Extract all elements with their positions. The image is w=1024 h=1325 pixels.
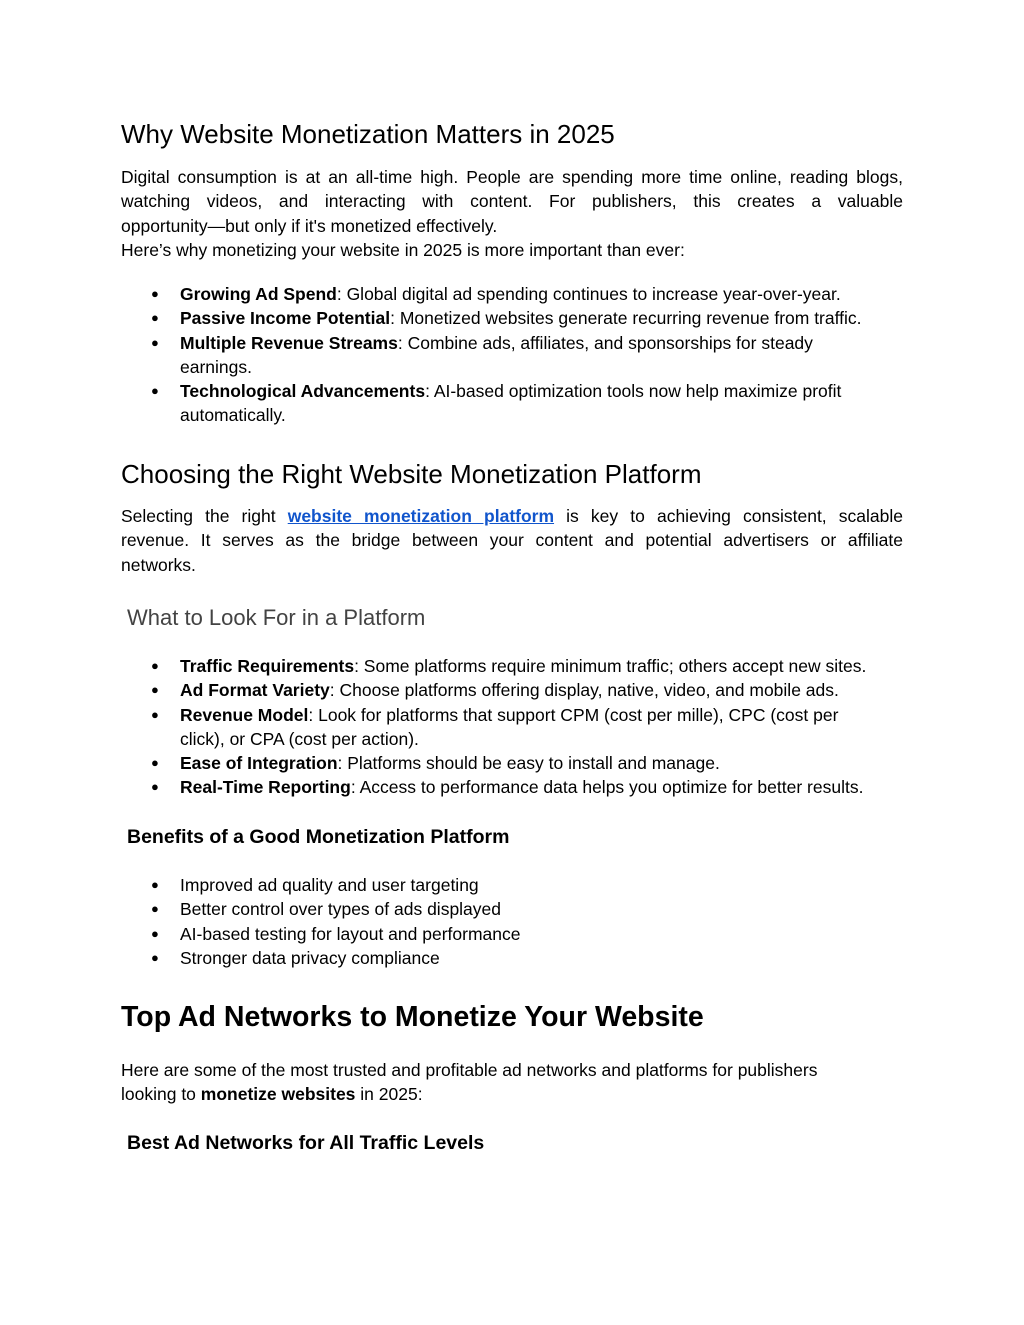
platform-line-3: networks. — [121, 554, 196, 575]
bullet-icon: ● — [151, 949, 159, 965]
bullet-icon: ● — [151, 286, 159, 301]
bullet-text: Stronger data privacy compliance — [180, 947, 440, 968]
intro-line-2: watching videos, and interacting with content. For publishers, this creates a valuable — [121, 191, 903, 212]
why-bullet-list — [121, 282, 903, 428]
intro-paragraph — [121, 165, 903, 262]
bullet-term: Real-Time Reporting — [180, 777, 351, 798]
list-item — [121, 306, 903, 330]
intro-line-3: opportunity—but only if it's monetized effectively. — [121, 215, 498, 236]
bullet-term: Growing Ad Spend — [180, 284, 337, 304]
list-item — [121, 922, 903, 946]
bullet-icon: ● — [151, 658, 159, 673]
list-item — [121, 873, 903, 897]
bullet-text: Improved ad quality and user targeting — [180, 875, 479, 895]
bullet-icon: ● — [151, 682, 159, 698]
criteria-bullet-list — [121, 654, 903, 800]
section-heading-top-ad-networks: Top Ad Networks to Monetize Your Website — [121, 1001, 704, 1033]
list-item — [121, 379, 903, 428]
bullet-term: Ad Format Variety — [180, 680, 330, 701]
benefits-bullet-list — [121, 873, 903, 970]
list-item — [121, 775, 903, 799]
bullet-term: Revenue Model — [180, 704, 309, 725]
bullet-icon: ● — [151, 383, 159, 399]
platform-line-2: revenue. It serves as the bridge between your content and potential advertisers or affiliate — [121, 530, 903, 551]
bullet-text: Better control over types of ads displayed — [180, 899, 502, 920]
list-item — [121, 678, 903, 702]
bullet-text: : Some platforms require minimum traffic; others accept new sites. — [354, 656, 867, 676]
platform-paragraph — [121, 504, 903, 577]
subheading-what-to-look-for: What to Look For in a Platform — [127, 605, 426, 630]
bullet-text: : Global digital ad spending continues to increase year-over-year. — [336, 284, 841, 304]
platform-text-before: Selecting the right — [121, 506, 288, 526]
bullet-term: Technological Advancements — [180, 381, 426, 402]
list-item — [121, 751, 903, 775]
bullet-icon: ● — [151, 779, 159, 795]
ad-networks-bold-text: monetize websites — [200, 1084, 356, 1105]
bullet-icon: ● — [151, 310, 159, 326]
list-item — [121, 703, 903, 752]
ad-networks-text-before: looking to — [121, 1084, 201, 1105]
list-item — [121, 654, 903, 678]
ad-networks-line-2 — [121, 1082, 903, 1106]
ad-networks-text-after: in 2025: — [355, 1084, 423, 1105]
bullet-icon: ● — [151, 901, 159, 917]
list-item — [121, 897, 903, 921]
bullet-icon: ● — [151, 925, 159, 941]
bullet-icon: ● — [151, 755, 159, 771]
list-item — [121, 946, 903, 970]
bullet-term: Ease of Integration — [180, 753, 338, 774]
subheading-best-ad-networks: Best Ad Networks for All Traffic Levels — [127, 1132, 485, 1154]
bullet-icon: ● — [151, 877, 159, 892]
intro-line-4: Here’s why monetizing your website in 2025 is more important than ever: — [121, 239, 685, 260]
platform-line-1 — [121, 504, 903, 528]
intro-line-1: Digital consumption is at an all-time high. People are spending more time online, reading blogs, — [121, 167, 903, 187]
bullet-term: Passive Income Potential — [180, 308, 391, 329]
website-monetization-platform-link[interactable]: website monetization platform — [287, 506, 555, 526]
platform-text-after: is key to achieving consistent, scalable — [554, 506, 903, 526]
ad-networks-paragraph — [121, 1058, 903, 1107]
ad-networks-line-1: Here are some of the most trusted and profitable ad networks and platforms for publishers — [121, 1060, 818, 1080]
bullet-icon: ● — [151, 706, 159, 722]
bullet-term: Multiple Revenue Streams — [180, 332, 398, 353]
list-item — [121, 331, 903, 380]
bullet-text: : Combine ads, affiliates, and sponsorships for steady earnings. — [180, 332, 813, 377]
bullet-text: : Look for platforms that support CPM (cost per mille), CPC (cost per click), or CPA (cost per action). — [180, 704, 839, 749]
bullet-icon: ● — [151, 334, 159, 350]
section-heading-choosing-platform: Choosing the Right Website Monetization Platform — [121, 459, 702, 489]
bullet-text: : AI-based optimization tools now help maximize profit automatically. — [180, 381, 842, 426]
section-heading-why-monetization: Why Website Monetization Matters in 2025 — [121, 119, 615, 149]
bullet-text: AI-based testing for layout and performance — [180, 923, 521, 944]
bullet-text: : Monetized websites generate recurring revenue from traffic. — [390, 308, 862, 329]
bullet-term: Traffic Requirements — [180, 656, 355, 676]
bullet-text: : Platforms should be easy to install and manage. — [337, 753, 720, 774]
bullet-text: : Access to performance data helps you optimize for better results. — [350, 777, 864, 798]
bullet-text: : Choose platforms offering display, native, video, and mobile ads. — [329, 680, 839, 701]
subheading-benefits: Benefits of a Good Monetization Platform — [127, 826, 510, 848]
list-item — [121, 282, 903, 306]
